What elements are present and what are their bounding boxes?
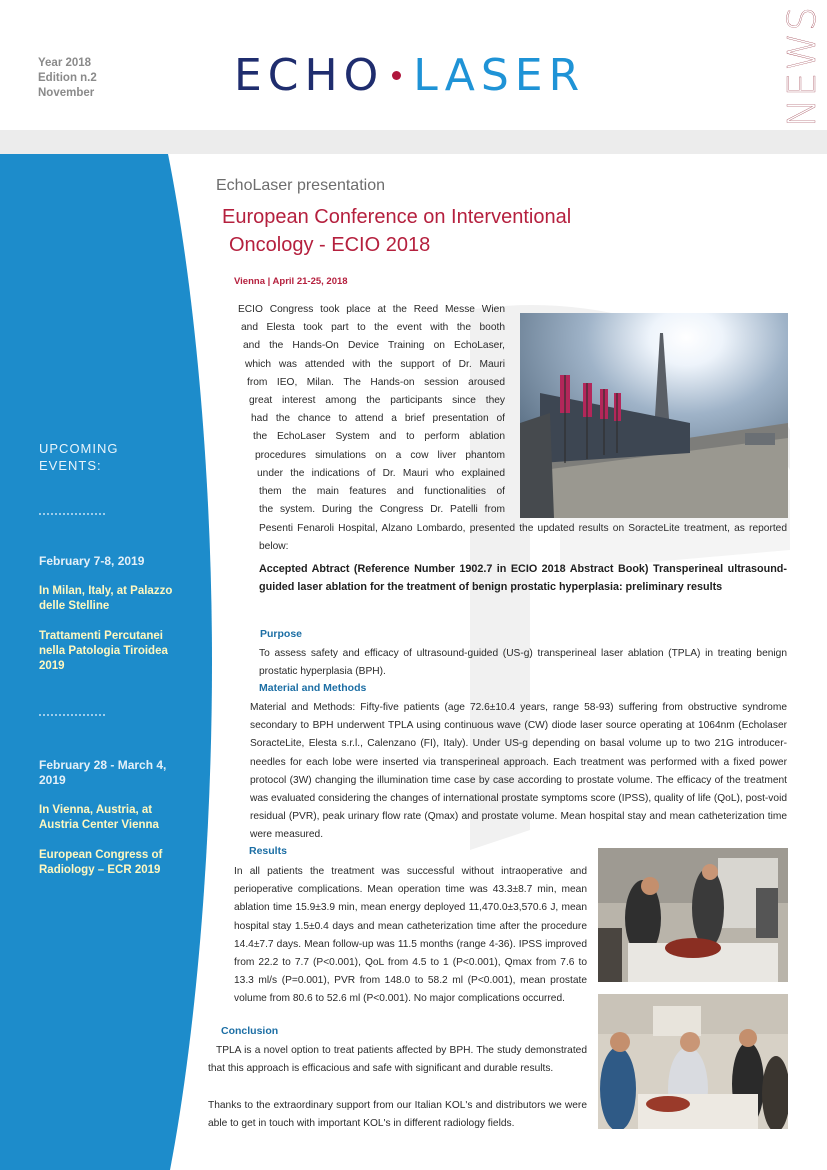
article-title (222, 203, 571, 259)
article-title-line-1: European Conference on Interventional (222, 206, 572, 228)
event-2-place-line-1: In Vienna, Austria, at (39, 804, 153, 816)
intro-line: had the chance to attend a brief presentation of (251, 413, 505, 425)
methods-text: Material and Methods: Fifty-five patients (age 72.6±10.4 years, range 58-93) suffering from obstructive syndrome secondary to BPH underwent TPLA using continuous wave (CW) diode laser source operating at 1064nm (Echolaser SoracteLite, Elesta s.r.l., Calenzano (FI), Italy). Under US-g depending on basal volume up to two 21G introducer-needles for each lobe were inserted via transperineal approach. Each treatment was performed with a fixed power protocol (3W) changing the illumination time case by case according to prostate volume. The efficacy of the treatment was evaluated considering the changes of international prostate symptoms score (IPSS), quality of life (QoL), post-void residual (PVR), peak urinary flow rate (Qmax) and prostate volume. Mean hospital stay and mean catheterization time were measured. (250, 702, 787, 841)
issue-year: Year 2018 (38, 57, 92, 69)
event-1-name-line-3: 2019 (39, 660, 65, 672)
upcoming-events-heading (39, 440, 119, 474)
intro-line: them the main features and functionalities of (259, 486, 505, 498)
article-dateline: Vienna | April 21-25, 2018 (234, 276, 348, 287)
intro-column (238, 301, 505, 519)
divider-dots (39, 513, 105, 515)
results-heading: Results (249, 845, 287, 857)
echolaser-logo (234, 49, 586, 101)
article-title-line-2: Oncology - ECIO 2018 (229, 234, 431, 256)
intro-line: which was attended with the support of Dr. Mauri (245, 358, 505, 370)
results-text: In all patients the treatment was successful without intraoperative and perioperative complications. Mean operation time was 43.3±8.7 min, mean ablation time 15.9±3.9 min, mean energy deployed 11,470.0±3,570.6 J, mean hospital stay 1.5±0.4 days and mean catheterization time after the procedure 14.4±7.7 days. Mean follow-up was 11.5 months (range 4-36). IPSS improved from 22.2 to 7.7 (P<0.001), QoL from 4.5 to 1 (P<0.001), Qmax from 7.6 to 13.3 ml/s (P=0.001), PVR from 148.0 to 58.2 ml (P<0.001), mean prostate volume from 80.6 to 52.6 ml (P<0.001). No major complications occurred. (234, 866, 587, 1005)
upcoming-events-sidebar (0, 154, 200, 1170)
news-vertical-label (780, 6, 824, 126)
intro-line: great interest among the participants since they (249, 395, 505, 407)
event-2-name-line-1: European Congress of (39, 849, 163, 861)
logo-laser: LASER (413, 49, 586, 101)
purpose-text: To assess safety and efficacy of ultrasound-guided (US-g) transperineal laser ablation (TPLA) in treating benign prostatic hyperplasia (BPH). (259, 648, 787, 678)
demo-photo-1 (598, 848, 788, 982)
logo-dot (392, 71, 401, 80)
event-1-name-line-2: nella Patologia Tiroidea (39, 645, 168, 657)
event-2-date (39, 758, 166, 788)
intro-line: the system. During the Congress Dr. Patelli from (259, 504, 505, 516)
logo-echo: ECHO (234, 49, 385, 101)
heading-line-1: UPCOMING (39, 441, 119, 456)
heading-line-2: EVENTS: (39, 458, 102, 473)
intro-line: from IEO, Milan. The Hands-on session aroused (247, 376, 505, 388)
event-2-date-line-2: 2019 (39, 773, 66, 787)
header-divider-band (0, 130, 827, 154)
venue-photo (520, 313, 788, 518)
intro-line: the EchoLaser System and to perform ablation (253, 431, 505, 443)
intro-line: under the indications of Dr. Mauri who explained (257, 467, 505, 479)
event-1-name-line-1: Trattamenti Percutanei (39, 630, 163, 642)
section-label: EchoLaser presentation (216, 177, 385, 194)
thanks-text: Thanks to the extraordinary support from our Italian KOL's and distributors we were able to get in touch with important KOL's in different radiology fields. (208, 1100, 587, 1130)
event-2-date-line-1: February 28 - March 4, (39, 758, 167, 772)
event-2-place-line-2: Austria Center Vienna (39, 819, 159, 831)
issue-edition: Edition n.2 (38, 72, 97, 84)
divider-dots (39, 714, 105, 716)
event-1-date: February 7-8, 2019 (39, 554, 145, 568)
intro-line: and the Hands-On Device Training on EchoLaser, (243, 340, 505, 352)
conclusion-text (208, 1042, 587, 1078)
event-2-name (39, 848, 162, 878)
event-1-place-line-2: delle Stelline (39, 600, 110, 612)
event-1-place (39, 584, 172, 614)
news-word: NEWS (780, 4, 824, 128)
intro-line: procedures simulations on a cow liver phantom (255, 449, 505, 461)
header (0, 0, 827, 130)
conclusion-body: TPLA is a novel option to treat patients affected by BPH. The study demonstrated that this approach is efficacious and safe with significant and durable results. (208, 1045, 587, 1075)
purpose-heading: Purpose (260, 628, 303, 640)
intro-line: ECIO Congress took place at the Reed Messe Wien (238, 304, 505, 315)
event-2-name-line-2: Radiology – ECR 2019 (39, 864, 161, 876)
intro-continuation: Pesenti Fenaroli Hospital, Alzano Lombardo, presented the updated results on SoracteLite treatment, as reported below: (259, 523, 787, 553)
abstract-title: Accepted Abtract (Reference Number 1902.7 in ECIO 2018 Abstract Book) Transperineal ultrasound-guided laser ablation for the treatment of benign prostatic hyperplasia: preliminary results (259, 563, 787, 593)
conclusion-heading: Conclusion (221, 1025, 279, 1037)
event-1-place-line-1: In Milan, Italy, at Palazzo (39, 585, 173, 597)
issue-meta (38, 56, 97, 101)
event-2-place (39, 803, 159, 833)
issue-month: November (38, 87, 95, 99)
event-1-name (39, 629, 168, 674)
methods-heading: Material and Methods (259, 682, 367, 694)
demo-photo-2 (598, 994, 788, 1129)
intro-line: and Elesta took part to the event with the booth (241, 322, 505, 334)
